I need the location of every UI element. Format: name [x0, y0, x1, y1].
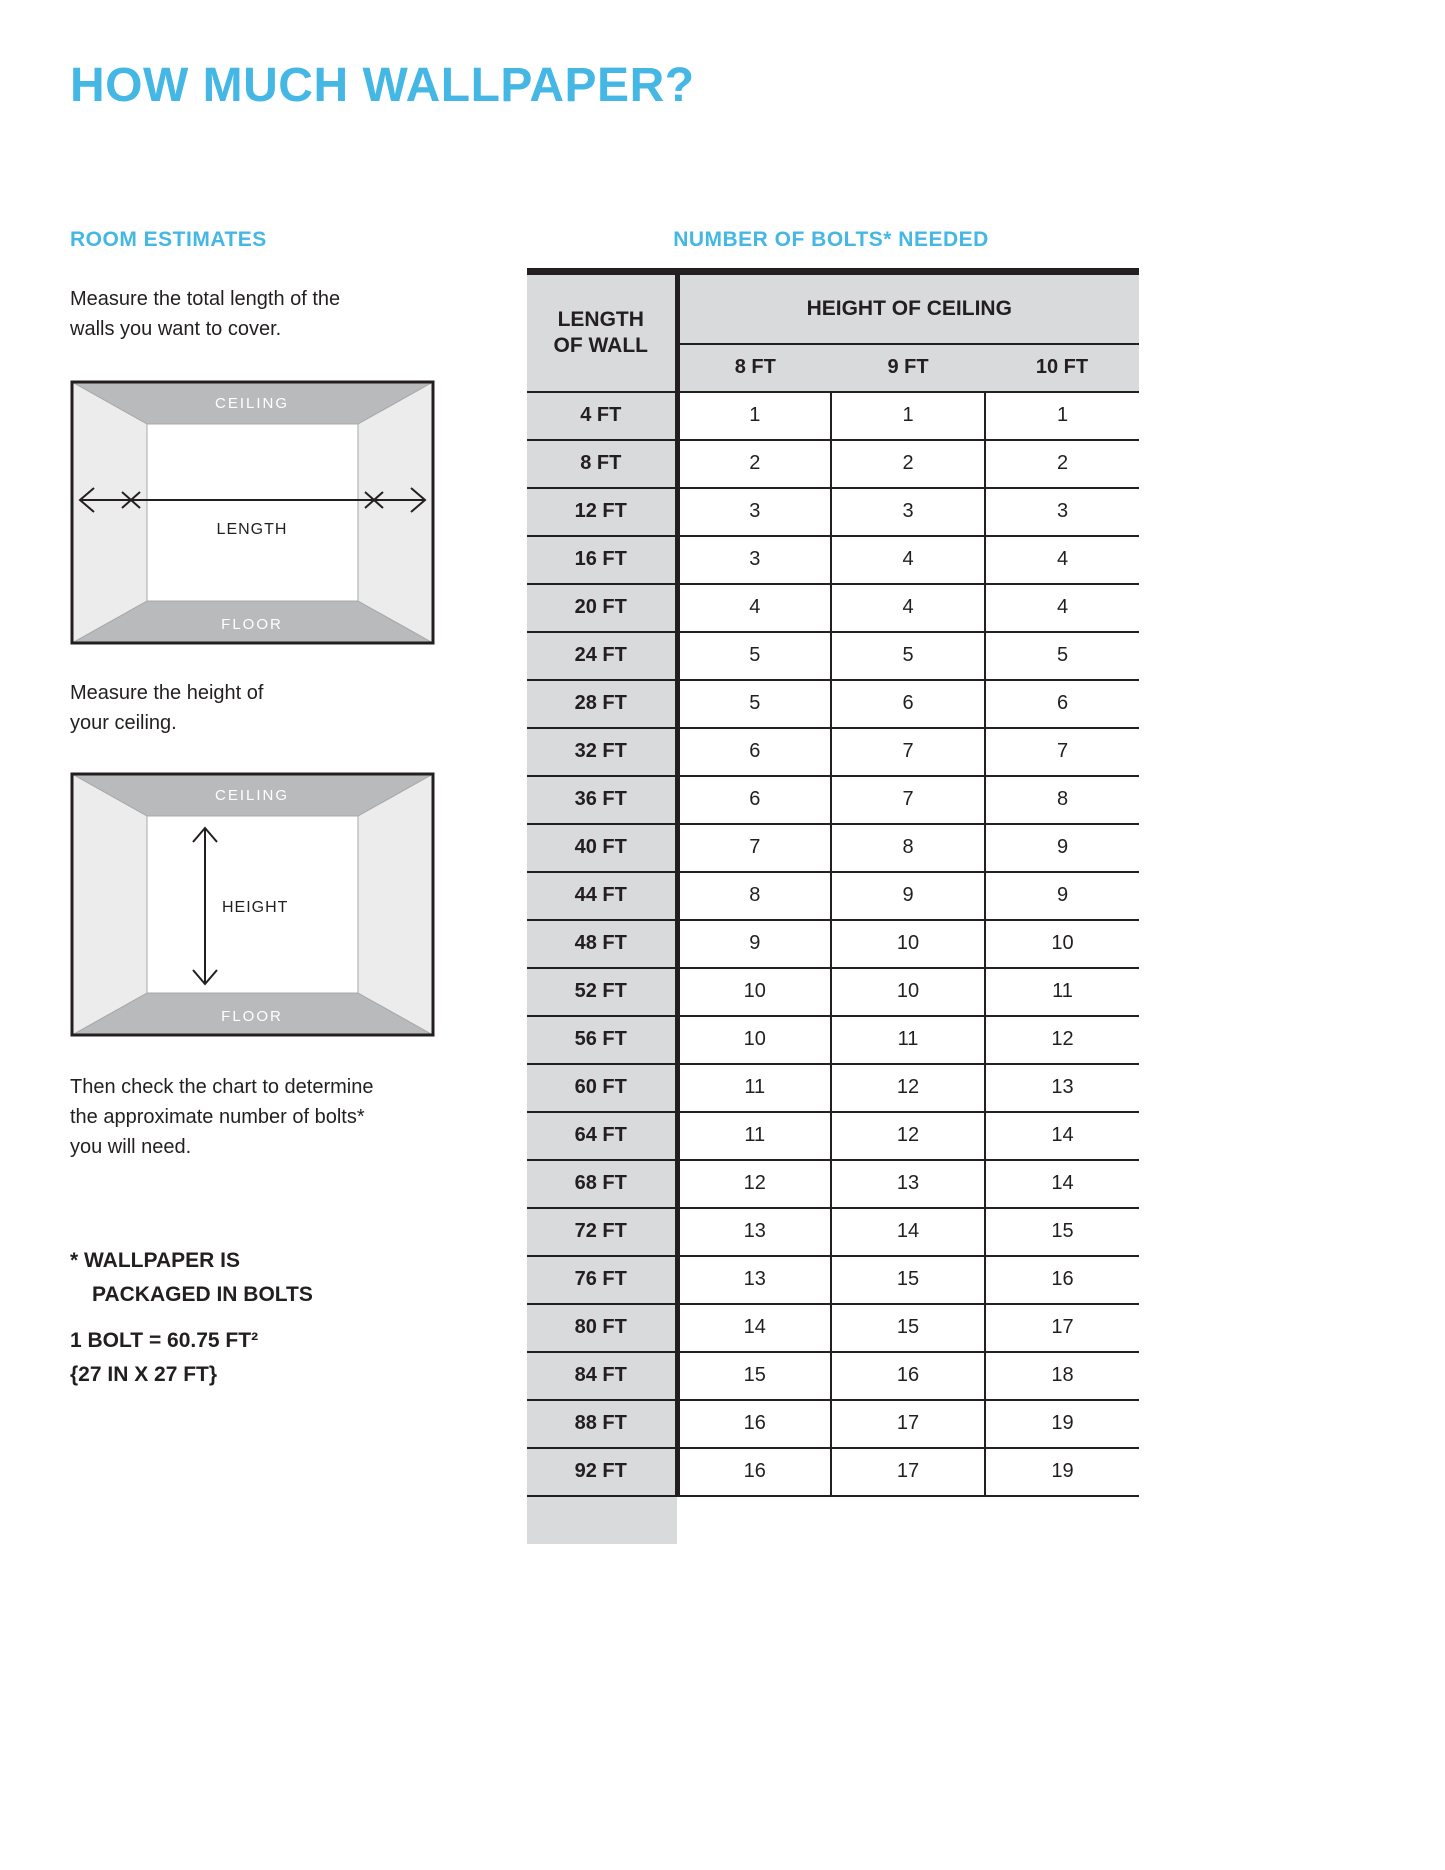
wallpaper-footnote	[70, 1244, 313, 1312]
bolt-count-cell: 10	[677, 1016, 831, 1064]
bolts-table-body	[527, 392, 1139, 1544]
bolt-count-cell: 10	[677, 968, 831, 1016]
row-length-label: 60 FT	[527, 1064, 677, 1112]
table-row	[527, 536, 1139, 584]
bolt-count-cell: 4	[985, 536, 1139, 584]
bolt-count-cell: 5	[677, 680, 831, 728]
bolt-count-cell: 6	[677, 776, 831, 824]
bolt-count-cell: 3	[831, 488, 985, 536]
bolt-count-cell: 15	[831, 1256, 985, 1304]
length-measure-label: LENGTH	[216, 521, 288, 538]
bolt-count-cell: 10	[831, 968, 985, 1016]
bolt-count-cell: 19	[985, 1400, 1139, 1448]
ceiling-label: CEILING	[214, 787, 290, 804]
table-row	[527, 440, 1139, 488]
row-length-label: 48 FT	[527, 920, 677, 968]
row-length-label: 76 FT	[527, 1256, 677, 1304]
check-chart-paragraph: Then check the chart to determine the approximate number of bolts* you will need.	[70, 1076, 374, 1158]
right-wall	[358, 382, 433, 643]
room-length-diagram	[70, 380, 435, 645]
row-length-label: 44 FT	[527, 872, 677, 920]
bolt-count-cell: 14	[985, 1112, 1139, 1160]
back-wall	[147, 424, 358, 601]
bolt-count-cell: 2	[831, 440, 985, 488]
table-row	[527, 680, 1139, 728]
bolt-count-cell: 9	[985, 824, 1139, 872]
table-row	[527, 392, 1139, 440]
row-length-label: 28 FT	[527, 680, 677, 728]
bolt-count-cell: 12	[985, 1016, 1139, 1064]
table-row	[527, 584, 1139, 632]
row-length-label: 52 FT	[527, 968, 677, 1016]
row-length-label: 8 FT	[527, 440, 677, 488]
bolts-table-heading: NUMBER OF BOLTS* NEEDED	[673, 228, 989, 251]
bolt-count-cell: 4	[677, 584, 831, 632]
bolt-count-cell: 18	[985, 1352, 1139, 1400]
table-row	[527, 1208, 1139, 1256]
row-length-label: 36 FT	[527, 776, 677, 824]
row-length-label: 64 FT	[527, 1112, 677, 1160]
bolt-count-cell: 1	[985, 392, 1139, 440]
right-wall	[358, 774, 433, 1035]
bolts-table-header	[527, 272, 1139, 392]
bolt-count-cell: 3	[985, 488, 1139, 536]
bolt-count-cell: 9	[985, 872, 1139, 920]
bolt-count-cell: 6	[677, 728, 831, 776]
table-row	[527, 968, 1139, 1016]
bolt-count-cell: 9	[831, 872, 985, 920]
bolt-count-cell: 12	[831, 1064, 985, 1112]
bolt-count-cell: 16	[677, 1448, 831, 1496]
floor-label: FLOOR	[221, 1008, 283, 1025]
bolt-count-cell: 11	[985, 968, 1139, 1016]
bolt-equivalence	[70, 1324, 258, 1392]
row-length-label: 16 FT	[527, 536, 677, 584]
bolt-count-cell: 17	[831, 1448, 985, 1496]
bolt-equivalence-line-1: 1 BOLT = 60.75 FT²	[70, 1329, 259, 1352]
table-row	[527, 776, 1139, 824]
bolt-count-cell: 13	[831, 1160, 985, 1208]
bolt-count-cell: 4	[985, 584, 1139, 632]
bolt-count-cell: 3	[677, 488, 831, 536]
row-length-label: 92 FT	[527, 1448, 677, 1496]
bolt-count-cell: 5	[831, 632, 985, 680]
bolt-count-cell: 15	[985, 1208, 1139, 1256]
height-measure-label: HEIGHT	[222, 899, 289, 916]
table-row	[527, 1256, 1139, 1304]
bolt-count-cell: 14	[677, 1304, 831, 1352]
bolt-count-cell: 4	[831, 536, 985, 584]
table-row	[527, 728, 1139, 776]
table-row	[527, 1016, 1139, 1064]
row-length-label: 84 FT	[527, 1352, 677, 1400]
table-row	[527, 632, 1139, 680]
bolt-count-cell: 7	[831, 728, 985, 776]
footnote-line-2: PACKAGED IN BOLTS	[92, 1283, 313, 1306]
bolt-count-cell: 1	[831, 392, 985, 440]
table-row	[527, 488, 1139, 536]
table-row	[527, 1400, 1139, 1448]
bolt-count-cell: 13	[985, 1064, 1139, 1112]
measure-length-paragraph: Measure the total length of the walls you want to cover.	[70, 288, 341, 340]
column-header-8ft: 8 FT	[677, 344, 831, 392]
row-length-label: 68 FT	[527, 1160, 677, 1208]
bolt-count-cell: 19	[985, 1448, 1139, 1496]
bolt-count-cell: 16	[831, 1352, 985, 1400]
bolt-count-cell: 7	[677, 824, 831, 872]
bolt-count-cell: 13	[677, 1256, 831, 1304]
table-row	[527, 872, 1139, 920]
bolt-count-cell: 14	[985, 1160, 1139, 1208]
bolt-count-cell: 12	[677, 1160, 831, 1208]
bolt-count-cell: 7	[831, 776, 985, 824]
room-estimates-heading: ROOM ESTIMATES	[70, 228, 267, 251]
bolt-equivalence-line-2: {27 IN X 27 FT}	[70, 1363, 218, 1386]
bolt-count-cell: 3	[677, 536, 831, 584]
bolt-count-cell: 16	[677, 1400, 831, 1448]
row-length-label: 80 FT	[527, 1304, 677, 1352]
table-row	[527, 824, 1139, 872]
bolt-count-cell: 13	[677, 1208, 831, 1256]
bolts-table	[527, 268, 1139, 1544]
bolt-count-cell: 9	[677, 920, 831, 968]
row-length-label: 24 FT	[527, 632, 677, 680]
table-footer-stub	[527, 1496, 1139, 1544]
table-row	[527, 1064, 1139, 1112]
row-length-label: 4 FT	[527, 392, 677, 440]
bolt-count-cell: 6	[831, 680, 985, 728]
bolt-count-cell: 10	[831, 920, 985, 968]
table-row	[527, 1112, 1139, 1160]
left-wall	[72, 382, 147, 643]
bolt-count-cell: 11	[677, 1112, 831, 1160]
length-of-wall-header: LENGTH OF WALL	[527, 272, 677, 392]
bolt-count-cell: 2	[677, 440, 831, 488]
bolt-count-cell: 1	[677, 392, 831, 440]
bolt-count-cell: 8	[677, 872, 831, 920]
bolt-count-cell: 8	[831, 824, 985, 872]
bolt-count-cell: 14	[831, 1208, 985, 1256]
footnote-line-1: * WALLPAPER IS	[70, 1249, 240, 1272]
row-length-label: 72 FT	[527, 1208, 677, 1256]
bolt-count-cell: 5	[677, 632, 831, 680]
bolt-count-cell: 7	[985, 728, 1139, 776]
footer-stub-gray-cell	[527, 1496, 677, 1544]
bolt-count-cell: 15	[677, 1352, 831, 1400]
table-row	[527, 1160, 1139, 1208]
bolt-count-cell: 8	[985, 776, 1139, 824]
row-length-label: 40 FT	[527, 824, 677, 872]
column-header-9ft: 9 FT	[831, 344, 985, 392]
table-row	[527, 1352, 1139, 1400]
bolt-count-cell: 6	[985, 680, 1139, 728]
table-row	[527, 1304, 1139, 1352]
bolt-count-cell: 2	[985, 440, 1139, 488]
footer-stub-empty-cell	[677, 1496, 1139, 1544]
room-height-diagram	[70, 772, 435, 1037]
bolt-count-cell: 12	[831, 1112, 985, 1160]
row-length-label: 20 FT	[527, 584, 677, 632]
table-row	[527, 920, 1139, 968]
height-of-ceiling-header: HEIGHT OF CEILING	[677, 272, 1139, 344]
column-header-10ft: 10 FT	[985, 344, 1139, 392]
ceiling-label: CEILING	[214, 395, 290, 412]
bolt-count-cell: 11	[677, 1064, 831, 1112]
row-length-label: 32 FT	[527, 728, 677, 776]
table-row	[527, 1448, 1139, 1496]
bolt-count-cell: 4	[831, 584, 985, 632]
bolt-count-cell: 10	[985, 920, 1139, 968]
measure-height-paragraph: Measure the height of your ceiling.	[70, 682, 264, 734]
bolt-count-cell: 16	[985, 1256, 1139, 1304]
row-length-label: 56 FT	[527, 1016, 677, 1064]
left-wall	[72, 774, 147, 1035]
bolt-count-cell: 17	[985, 1304, 1139, 1352]
row-length-label: 88 FT	[527, 1400, 677, 1448]
floor-label: FLOOR	[221, 616, 283, 633]
bolt-count-cell: 17	[831, 1400, 985, 1448]
bolt-count-cell: 11	[831, 1016, 985, 1064]
row-length-label: 12 FT	[527, 488, 677, 536]
bolt-count-cell: 15	[831, 1304, 985, 1352]
bolt-count-cell: 5	[985, 632, 1139, 680]
page-title: HOW MUCH WALLPAPER?	[70, 59, 695, 112]
